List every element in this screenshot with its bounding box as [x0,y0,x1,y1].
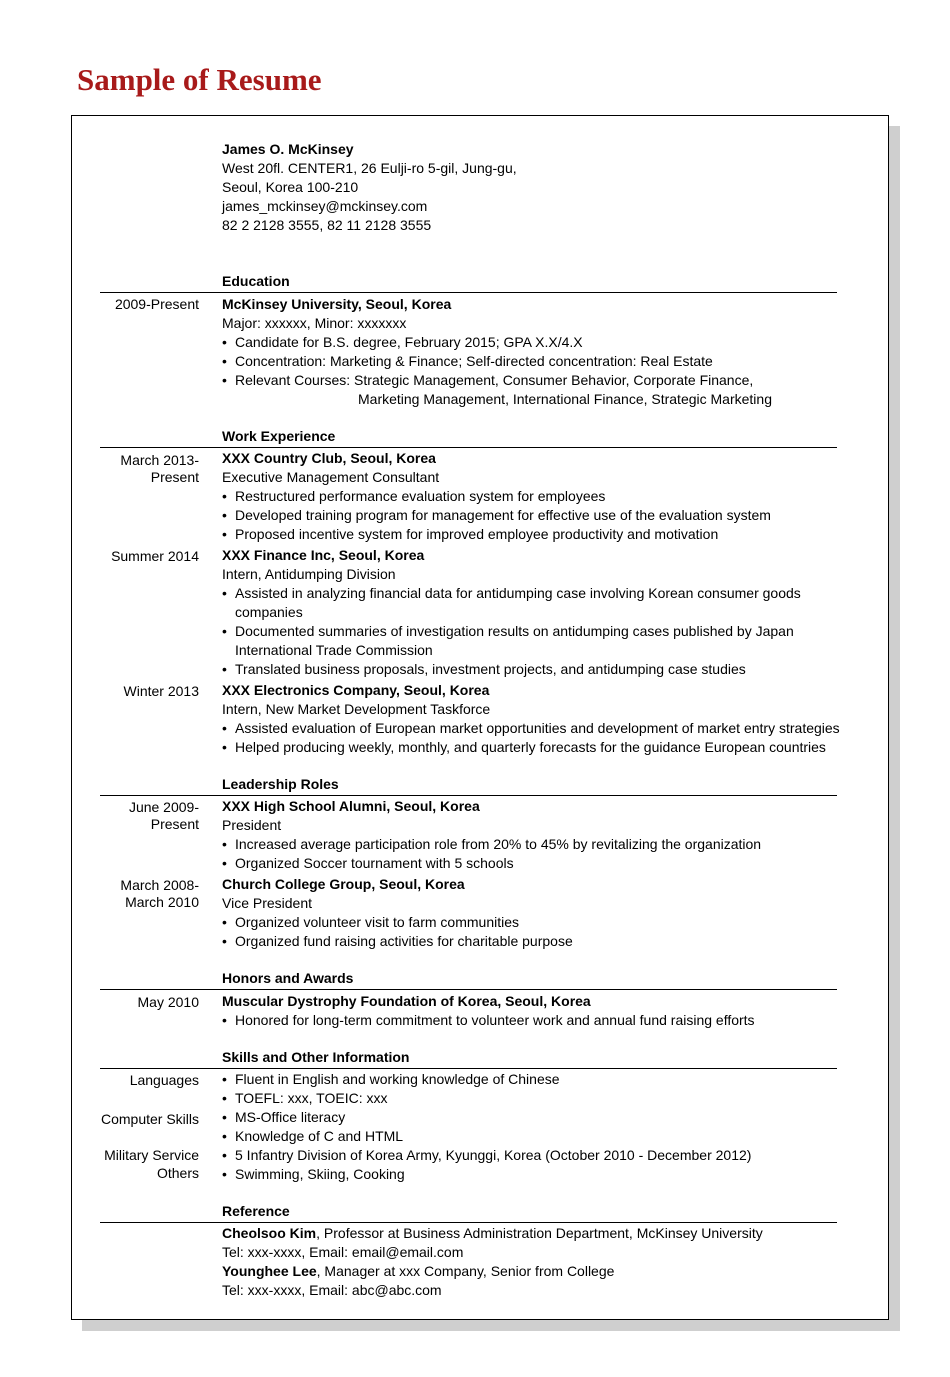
list-item: • Knowledge of C and HTML [222,1128,404,1144]
job-org: XXX Finance Inc, Seoul, Korea [222,547,425,563]
role-date-start: March 2008- [120,877,199,893]
page-title: Sample of Resume [77,62,322,97]
job-org: XXX Country Club, Seoul, Korea [222,450,436,466]
section-heading-reference: Reference [222,1202,837,1223]
contact-phone: 82 2 2128 3555, 82 11 2128 3555 [222,217,432,233]
reference-name: Younghee Lee [222,1263,317,1279]
list-item: • 5 Infantry Division of Korea Army, Kyunggi, Korea (October 2010 - December 2012) [222,1147,752,1163]
section-rule [100,1222,837,1223]
education-courses-cont: Marketing Management, International Finance, Strategic Marketing [358,391,772,407]
job-date: Summer 2014 [111,548,199,564]
list-item: • Translated business proposals, investment projects, and antidumping case studies [222,661,746,677]
section-heading-work: Work Experience [222,427,837,448]
job-role: Executive Management Consultant [222,469,440,485]
role-org: XXX High School Alumni, Seoul, Korea [222,798,480,814]
honor-date: May 2010 [137,994,199,1010]
list-item: • Relevant Courses: Strategic Management, Consumer Behavior, Corporate Finance, [222,372,754,388]
list-item: • Assisted in analyzing financial data for antidumping case involving Korean consumer goods [222,585,801,601]
list-item: • Documented summaries of investigation results on antidumping cases published by Japan [222,623,794,639]
contact-email: james_mckinsey@mckinsey.com [222,198,428,214]
section-rule [100,1068,837,1069]
education-date: 2009-Present [114,296,199,312]
education-major: Major: xxxxxx, Minor: xxxxxxx [222,315,407,331]
reference-contact: Tel: xxx-xxxx, Email: abc@abc.com [222,1282,442,1298]
list-item-cont: companies [235,604,303,620]
job-org: XXX Electronics Company, Seoul, Korea [222,682,490,698]
contact-address-2: Seoul, Korea 100-210 [222,179,359,195]
education-org: McKinsey University, Seoul, Korea [222,296,452,312]
list-item-cont: International Trade Commission [235,642,433,658]
list-item: • Helped producing weekly, monthly, and quarterly forecasts for the guidance European countries [222,739,826,755]
honor-org: Muscular Dystrophy Foundation of Korea, Seoul, Korea [222,993,591,1009]
section-heading-honors: Honors and Awards [222,969,837,990]
role-title: President [222,817,282,833]
section-rule [100,292,837,293]
reference-contact: Tel: xxx-xxxx, Email: email@email.com [222,1244,464,1260]
list-item: • Concentration: Marketing & Finance; Self-directed concentration: Real Estate [222,353,713,369]
list-item: • Organized Soccer tournament with 5 schools [222,855,514,871]
reference-item [222,1224,763,1243]
role-org: Church College Group, Seoul, Korea [222,876,465,892]
role-title: Vice President [222,895,313,911]
list-item: • Increased average participation role from 20% to 45% by revitalizing the organization [222,836,762,852]
section-heading-education: Education [222,272,837,293]
contact-address-1: West 20fl. CENTER1, 26 Eulji-ro 5-gil, Jung-gu, [222,160,517,176]
list-item: • Proposed incentive system for improved employee productivity and motivation [222,526,719,542]
skill-label-others: Others [156,1165,199,1181]
list-item: • Developed training program for management for effective use of the evaluation system [222,507,771,523]
section-heading-leadership: Leadership Roles [222,775,837,796]
section-rule [100,795,837,796]
job-role: Intern, Antidumping Division [222,566,396,582]
job-date: Winter 2013 [123,683,199,699]
section-heading-skills: Skills and Other Information [222,1048,837,1069]
list-item: • TOEFL: xxx, TOEIC: xxx [222,1090,388,1106]
job-date-end: Present [150,469,199,485]
list-item: • Candidate for B.S. degree, February 2015; GPA X.X/4.X [222,334,583,350]
resume-frame [71,115,889,1320]
reference-desc: , Manager at xxx Company, Senior from College [316,1263,615,1279]
section-rule [100,989,837,990]
skill-label-computer: Computer Skills [100,1111,199,1127]
reference-desc: , Professor at Business Administration Department, McKinsey University [316,1225,763,1241]
job-date-start: March 2013- [120,452,199,468]
role-date-end: March 2010 [125,894,199,910]
list-item: • Swimming, Skiing, Cooking [222,1166,405,1182]
role-date-start: June 2009- [128,799,199,815]
role-date-end: Present [150,816,199,832]
list-item: • Organized fund raising activities for charitable purpose [222,933,573,949]
list-item: • Honored for long-term commitment to volunteer work and annual fund raising efforts [222,1012,755,1028]
list-item: • MS-Office literacy [222,1109,346,1125]
list-item: • Assisted evaluation of European market opportunities and development of market entry strategies [222,720,840,736]
section-rule [100,447,837,448]
skill-label-languages: Languages [129,1072,199,1088]
skill-label-military: Military Service [104,1147,199,1163]
list-item: • Organized volunteer visit to farm communities [222,914,519,930]
list-item: • Fluent in English and working knowledge of Chinese [222,1071,560,1087]
contact-name: James O. McKinsey [222,141,354,157]
list-item: • Restructured performance evaluation system for employees [222,488,606,504]
reference-name: Cheolsoo Kim [222,1225,317,1241]
reference-item [222,1262,614,1281]
job-role: Intern, New Market Development Taskforce [222,701,491,717]
